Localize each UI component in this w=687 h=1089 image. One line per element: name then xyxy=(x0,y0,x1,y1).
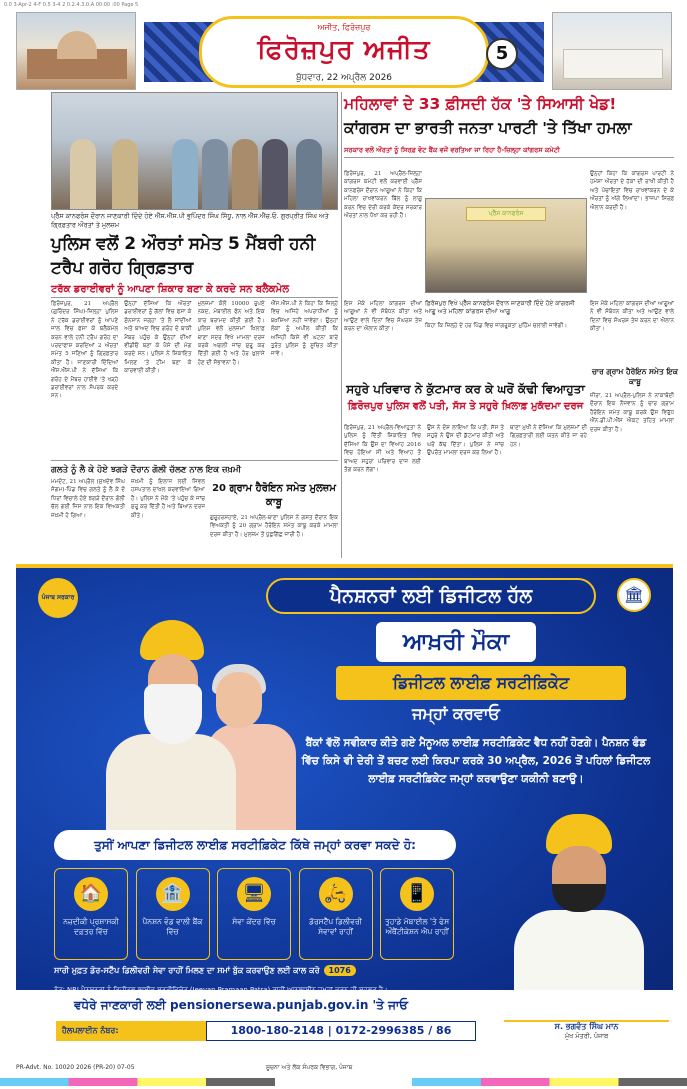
story4-photo-banner: ਪ੍ਰੈੱਸ ਕਾਨਫਰੰਸ xyxy=(466,207,546,221)
mobile-icon: 📱 xyxy=(400,877,434,911)
story4-body-lower xyxy=(344,300,422,378)
story5-headline: ਚਾਰ ਗ੍ਰਾਮ ਹੈਰੋਇਨ ਸਮੇਤ ਇਕ ਕਾਬੂ xyxy=(591,367,679,386)
masthead-title-block xyxy=(199,16,489,88)
scooter-icon: 🛵 xyxy=(319,877,353,911)
ad-helpline-numbers: 1800-180-2148 | 0172-2996385 / 86 xyxy=(206,1021,476,1041)
story4-body-extra xyxy=(425,322,587,376)
ad-stripe-top xyxy=(16,564,673,568)
masthead-photo-right xyxy=(552,12,672,90)
ad-paragraph: ਬੈਂਕਾਂ ਵੱਲੋਂ ਸਵੀਕਾਰ ਕੀਤੇ ਗਏ ਮੈਨੂਅਲ ਲਾਈਫ਼ ਸਰਟੀਫ਼ਿਕੇਟ ਵੈਧ ਨਹੀਂ ਹੋਣਗੇ। ਪੈਨਸ਼ਨ ਫੰਡ ਵਿੱਚ ਕਿਸੇ ਵੀ ਦੇਰੀ ਤੋਂ ਬਚਣ ਲਈ ਕਿਰਪਾ ਕਰਕੇ 30 ਅਪ੍ਰੈਲ, 2026 ਤੋਂ ਪਹਿਲਾਂ ਡਿਜੀਟਲ ਲਾਈਫ਼ ਸਰਟੀਫ਼ਿਕੇਟ ਜਮ੍ਹਾਂ ਕਰਵਾਉਣਾ ਯਕੀਨੀ ਬਣਾਉ। xyxy=(301,737,651,785)
story4-caption: ਫ਼ਿਰੋਜ਼ਪੁਰ ਵਿਖੇ ਪ੍ਰੈੱਸ ਕਾਨਫਰੰਸ ਦੌਰਾਨ ਜਾਣਕਾਰੀ ਦਿੰਦੇ ਹੋਏ ਕਾਂਗਰਸੀ ਆਗੂ ਅਤੇ ਮਹਿਲਾ ਕਾਂਗਰਸ ਦੀਆਂ ਆਗੂ xyxy=(425,300,575,315)
cm-title: ਮੁੱਖ ਮੰਤਰੀ, ਪੰਜਾਬ xyxy=(564,1032,609,1040)
column-rule xyxy=(341,92,342,558)
story4-body-right-lower xyxy=(590,300,674,364)
story3-column: ਗੁਰੂਹਰਸਹਾਏ, 21 ਅਪ੍ਰੈਲ-ਥਾਣਾ ਪੁਲਿਸ ਨੇ ਗਸ਼ਤ ਦੌਰਾਨ ਇਕ ਵਿਅਕਤੀ ਨੂੰ 20 ਗ੍ਰਾਮ ਹੈਰੋਇਨ ਸਮੇਤ ਕਾਬੂ ਕਰਕੇ ਮਾਮਲਾ ਦਰਜ ਕੀਤਾ ਹੈ। ਮੁਲਜ਼ਮ ਤੋਂ ਪੁੱਛਗਿੱਛ ਜਾਰੀ ਹੈ। xyxy=(210,515,338,538)
office-icon: 🏠 xyxy=(74,877,108,911)
story4-body-right xyxy=(590,170,674,298)
punjab-seal-icon: 🏛 xyxy=(617,578,651,612)
footer-bar xyxy=(16,1064,673,1076)
story4-column: ਫ਼ਿਰੋਜ਼ਪੁਰ, 21 ਅਪ੍ਰੈਲ-ਜ਼ਿਲ੍ਹਾ ਕਾਂਗਰਸ ਕਮੇਟੀ ਵਲੋਂ ਕਰਵਾਈ ਪ੍ਰੈੱਸ ਕਾਨਫਰੰਸ ਦੌਰਾਨ ਆਗੂਆਂ ਨੇ ਕਿਹਾ ਕਿ ਮਹਿਲਾ ਰਾਖਵਾਂਕਰਨ ਬਿੱਲ ਨੂੰ ਲਾਗੂ ਕਰਨ ਵਿਚ ਦੇਰੀ ਕਰਕੇ ਕੇਂਦਰ ਸਰਕਾਰ ਔਰਤਾਂ ਨਾਲ ਧੋਖਾ ਕਰ ਰਹੀ ਹੈ। xyxy=(344,171,422,220)
ad-option-bank xyxy=(136,868,210,960)
story1-body xyxy=(51,300,338,456)
ad-option-label: ਪੈਨਸ਼ਨ ਵੰਡ ਵਾਲੀ ਬੈਂਕ ਵਿੱਚ xyxy=(142,917,203,936)
footer-department: ਸੂਚਨਾ ਅਤੇ ਲੋਕ ਸੰਪਰਕ ਵਿਭਾਗ, ਪੰਜਾਬ xyxy=(266,1064,353,1071)
ad-option-label: ਡੋਰਸਟੈੱਪ ਡਿਲੀਵਰੀ ਸੇਵਾਵਾਂ ਰਾਹੀਂ xyxy=(309,917,362,936)
ad-option-office xyxy=(54,868,128,960)
pensioner-couple-image xyxy=(96,614,296,834)
ad-badge: ਪੰਜਾਬ ਸਰਕਾਰ xyxy=(38,578,78,618)
story4-body-left xyxy=(344,170,422,298)
story1-column: ਫ਼ਿਰੋਜ਼ਪੁਰ, 21 ਅਪ੍ਰੈਲ (ਗੁਰਿੰਦਰ ਸਿੰਘ)-ਜ਼ਿਲ੍ਹਾ ਪੁਲਿਸ ਨੇ ਟਰੱਕ ਡਰਾਈਵਰਾਂ ਨੂੰ ਆਪਣੇ ਜਾਲ ਵਿਚ ਫਸਾ ਕੇ ਬਲੈਕਮੇਲ ਕਰਨ ਵਾਲੇ ਹਨੀ ਟਰੈਪ ਗਰੋਹ ਦਾ ਪਰਦਾਫਾਸ਼ ਕਰਦਿਆਂ 2 ਔਰਤਾਂ ਸਮੇਤ 5 ਜਣਿਆਂ ਨੂੰ ਗ੍ਰਿਫ਼ਤਾਰ ਕੀਤਾ ਹੈ। ਜਾਣਕਾਰੀ ਦਿੰਦਿਆਂ ਐੱਸ.ਐੱਸ.ਪੀ ਨੇ ਦੱਸਿਆ ਕਿ ਗਰੋਹ ਦੇ ਮੈਂਬਰ ਹਾਈਵੇ 'ਤੇ ਖੜ੍ਹੇ ਡਰਾਈਵਰਾਂ ਨਾਲ ਸੰਪਰਕ ਕਰਦੇ ਸਨ। xyxy=(51,301,119,400)
ad-options xyxy=(54,868,454,960)
story4-headline-line2: ਕਾਂਗਰਸ ਦਾ ਭਾਰਤੀ ਜਨਤਾ ਪਾਰਟੀ 'ਤੇ ਤਿੱਖਾ ਹਮਲਾ xyxy=(344,119,632,137)
masthead-photo-left xyxy=(16,12,136,90)
story2-body xyxy=(51,478,205,556)
footer-advt-number: PR-Advt. No. 10020 2026 (PR-20) 07-05 xyxy=(16,1064,135,1071)
story6-headline-line1: ਸਹੁਰੇ ਪਰਿਵਾਰ ਨੇ ਕੁੱਟਮਾਰ ਕਰ ਕੇ ਘਰੋਂ ਕੱਢੀ ਵਿਆਹੁਤਾ xyxy=(346,382,585,396)
story4-column: ਕਿਹਾ ਕਿ ਜ਼ਿਲ੍ਹੇ ਦੇ ਹਰ ਪਿੰਡ ਵਿਚ ਜਾਗਰੂਕਤਾ ਮੁਹਿੰਮ ਚਲਾਈ ਜਾਵੇਗੀ। xyxy=(425,323,568,329)
pension-advertisement xyxy=(16,564,673,1030)
story2-headline: ਗਲਤੇ ਨੂੰ ਲੈ ਕੇ ਹੋਏ ਝਗੜੇ ਦੌਰਾਨ ਗੋਲੀ ਚੱਲਣ ਨਾਲ ਇਕ ਜ਼ਖ਼ਮੀ xyxy=(51,460,338,475)
story4-headline xyxy=(344,92,674,140)
story6-column: ਫ਼ਿਰੋਜ਼ਪੁਰ, 21 ਅਪ੍ਰੈਲ-ਵਿਆਹੁਤਾ ਨੇ ਪੁਲਿਸ ਨੂੰ ਦਿੱਤੀ ਸ਼ਿਕਾਇਤ ਵਿਚ ਦੱਸਿਆ ਕਿ ਉਸ ਦਾ ਵਿਆਹ 2016 ਵਿਚ ਹੋਇਆ ਸੀ ਅਤੇ ਵਿਆਹ ਤੋਂ ਬਾਅਦ ਸਹੁਰਾ ਪਰਿਵਾਰ ਦਾਜ ਲਈ ਤੰਗ ਕਰਨ ਲੱਗਾ। xyxy=(344,425,421,474)
ad-option-doorstep xyxy=(299,868,373,960)
ad-website: ਵਧੇਰੇ ਜਾਣਕਾਰੀ ਲਈ pensionersewa.punjab.gov.in 'ਤੇ ਜਾਓ xyxy=(74,998,408,1012)
ad-doorstep-line xyxy=(54,965,454,976)
ad-footer xyxy=(16,990,673,1060)
story4-photo xyxy=(425,198,587,293)
ad-doorstep-text: ਸਾਰੀ ਮੁਫ਼ਤ ਡੋਰ-ਸਟੈੱਪ ਡਿਲੀਵਰੀ ਸੇਵਾ ਰਾਹੀਂ ਮਿਲਣ ਦਾ ਸਮਾਂ ਬੁੱਕ ਕਰਵਾਉਣ ਲਈ ਕਾਲ ਕਰੋ xyxy=(54,966,320,975)
story1-column: ਮੁਲਜ਼ਮਾਂ ਕੋਲੋਂ 10000 ਰੁਪਏ ਨਕਦ, ਮੋਬਾਈਲ ਫੋਨ ਅਤੇ ਇਕ ਕਾਰ ਬਰਾਮਦ ਕੀਤੀ ਗਈ ਹੈ। ਪੁਲਿਸ ਵਲੋਂ ਮੁਲਜ਼ਮਾਂ ਖ਼ਿਲਾਫ਼ ਥਾਣਾ ਸਦਰ ਵਿਖੇ ਮਾਮਲਾ ਦਰਜ ਕਰਕੇ ਅਗਲੀ ਜਾਂਚ ਸ਼ੁਰੂ ਕਰ ਦਿੱਤੀ ਗਈ ਹੈ ਅਤੇ ਹੋਰ ਖ਼ੁਲਾਸੇ ਹੋਣ ਦੀ ਸੰਭਾਵਨਾ ਹੈ। xyxy=(197,301,265,366)
story5-column: ਜ਼ੀਰਾ, 21 ਅਪ੍ਰੈਲ-ਪੁਲਿਸ ਨੇ ਨਾਕਾਬੰਦੀ ਦੌਰਾਨ ਇਕ ਨੌਜਵਾਨ ਨੂੰ ਚਾਰ ਗ੍ਰਾਮ ਹੈਰੋਇਨ ਸਮੇਤ ਕਾਬੂ ਕਰਕੇ ਉਸ ਵਿਰੁੱਧ ਐੱਨ.ਡੀ.ਪੀ.ਐੱਸ ਐਕਟ ਤਹਿਤ ਮਾਮਲਾ ਦਰਜ ਕੀਤਾ ਹੈ। xyxy=(590,393,674,433)
computer-icon: 🖥 xyxy=(237,877,271,911)
chief-minister-image xyxy=(494,814,664,1010)
ad-option-label: ਸੇਵਾ ਕੇਂਦਰ ਵਿੱਚ xyxy=(232,917,276,926)
story1-column: ਐੱਸ.ਐੱਸ.ਪੀ ਨੇ ਕਿਹਾ ਕਿ ਜ਼ਿਲ੍ਹੇ ਵਿਚ ਅਜਿਹੇ ਅਪਰਾਧੀਆਂ ਨੂੰ ਬਖ਼ਸ਼ਿਆ ਨਹੀਂ ਜਾਵੇਗਾ। ਉਨ੍ਹਾਂ ਲੋਕਾਂ ਨੂੰ ਅਪੀਲ ਕੀਤੀ ਕਿ ਅਜਿਹੀ ਕਿਸੇ ਵੀ ਘਟਨਾ ਬਾਰੇ ਤੁਰੰਤ ਪੁਲਿਸ ਨੂੰ ਸੂਚਿਤ ਕੀਤਾ ਜਾਵੇ। xyxy=(270,301,338,358)
story5-body xyxy=(590,392,674,558)
ad-certificate-title: ਡਿਜੀਟਲ ਲਾਈਫ਼ ਸਰਟੀਫ਼ਿਕੇਟ xyxy=(336,666,626,700)
story6-column: ਉਸ ਨੇ ਦੋਸ਼ ਲਾਇਆ ਕਿ ਪਤੀ, ਸੱਸ ਤੇ ਸਹੁਰੇ ਨੇ ਉਸ ਦੀ ਕੁੱਟਮਾਰ ਕੀਤੀ ਅਤੇ ਘਰੋਂ ਕੱਢ ਦਿੱਤਾ। ਪੁਲਿਸ ਨੇ ਜਾਂਚ ਉਪਰੰਤ ਮਾਮਲਾ ਦਰਜ ਕਰ ਲਿਆ ਹੈ। xyxy=(427,425,504,457)
cm-name-plate xyxy=(504,1020,669,1050)
story6-headline-line2: ਫ਼ਿਰੋਜ਼ਪੁਰ ਪੁਲਿਸ ਵਲੋਂ ਪਤੀ, ਸੱਸ ਤੇ ਸਹੁਰੇ ਖ਼ਿਲਾਫ਼ ਮੁਕੱਦਮਾ ਦਰਜ xyxy=(347,401,584,412)
story3-headline: 20 ਗ੍ਰਾਮ ਹੈਰੋਇਨ ਸਮੇਤ ਮੁਲਜ਼ਮ ਕਾਬੂ xyxy=(212,483,336,508)
story2-column: ਜ਼ਖ਼ਮੀ ਨੂੰ ਇਲਾਜ ਲਈ ਸਿਵਲ ਹਸਪਤਾਲ ਦਾਖ਼ਲ ਕਰਵਾਇਆ ਗਿਆ ਹੈ। ਪੁਲਿਸ ਨੇ ਮੌਕੇ 'ਤੇ ਪਹੁੰਚ ਕੇ ਜਾਂਚ ਸ਼ੁਰੂ ਕਰ ਦਿੱਤੀ ਹੈ ਅਤੇ ਬਿਆਨ ਦਰਜ ਕੀਤੇ। xyxy=(131,479,205,519)
story4-column: ਇਸ ਮੌਕੇ ਮਹਿਲਾ ਕਾਂਗਰਸ ਦੀਆਂ ਆਗੂਆਂ ਨੇ ਵੀ ਸੰਬੋਧਨ ਕੀਤਾ ਅਤੇ ਆਉਣ ਵਾਲੇ ਦਿਨਾਂ ਵਿਚ ਸੰਘਰਸ਼ ਤੇਜ਼ ਕਰਨ ਦਾ ਐਲਾਨ ਕੀਤਾ। xyxy=(590,301,674,333)
story4-headline-line1: ਮਹਿਲਾਵਾਂ ਦੇ 33 ਫ਼ੀਸਦੀ ਹੱਕ 'ਤੇ ਸਿਆਸੀ ਖੇਡ! xyxy=(344,95,617,113)
story1-caption: ਪ੍ਰੈੱਸ ਕਾਨਫਰੰਸ ਦੌਰਾਨ ਜਾਣਕਾਰੀ ਦਿੰਦੇ ਹੋਏ ਐੱਸ.ਐੱਸ.ਪੀ ਭੁਪਿੰਦਰ ਸਿੰਘ ਸਿੱਧੂ, ਨਾਲ ਐੱਸ.ਐੱਚ.ਓ. ਗੁਰਪ੍ਰੀਤ ਸਿੰਘ ਅਤੇ ਗ੍ਰਿਫ਼ਤਾਰ ਔਰਤਾਂ ਤੇ ਮੁਲਜ਼ਮ xyxy=(51,212,329,229)
print-slug: 0.0 3-Apr-2 4-F 0.5 3-4 2 0.2.4.3.0.A 00:00 :00 Page 5 xyxy=(4,2,139,8)
story1-column: ਉਨ੍ਹਾਂ ਦੱਸਿਆ ਕਿ ਔਰਤਾਂ ਡਰਾਈਵਰਾਂ ਨੂੰ ਗੱਲਾਂ ਵਿਚ ਫਸਾ ਕੇ ਸੁੰਨਸਾਨ ਜਗ੍ਹਾ 'ਤੇ ਲੈ ਜਾਂਦੀਆਂ ਅਤੇ ਬਾਅਦ ਵਿਚ ਗਰੋਹ ਦੇ ਬਾਕੀ ਮੈਂਬਰ ਪਹੁੰਚ ਕੇ ਉਨ੍ਹਾਂ ਦੀਆਂ ਵੀਡੀਓ ਬਣਾ ਕੇ ਪੈਸੇ ਦੀ ਮੰਗ ਕਰਦੇ ਸਨ। ਪੁਲਿਸ ਨੇ ਸ਼ਿਕਾਇਤ ਮਿਲਣ 'ਤੇ ਟੀਮ ਬਣਾ ਕੇ ਕਾਰਵਾਈ ਕੀਤੀ। xyxy=(124,301,192,375)
story3-body xyxy=(210,514,338,558)
story1-photo xyxy=(51,92,338,210)
story4-column: ਇਸ ਮੌਕੇ ਮਹਿਲਾ ਕਾਂਗਰਸ ਦੀਆਂ ਆਗੂਆਂ ਨੇ ਵੀ ਸੰਬੋਧਨ ਕੀਤਾ ਅਤੇ ਆਉਣ ਵਾਲੇ ਦਿਨਾਂ ਵਿਚ ਸੰਘਰਸ਼ ਤੇਜ਼ ਕਰਨ ਦਾ ਐਲਾਨ ਕੀਤਾ। xyxy=(344,301,422,333)
ad-option-seva-kendra xyxy=(217,868,291,960)
story6-headline xyxy=(344,381,587,415)
page-title: ਫਿਰੋਜ਼ਪੁਰ ਅਜੀਤ xyxy=(257,35,431,65)
ad-option-mobile xyxy=(380,868,454,960)
story1-subhead: ਟਰੱਕ ਡਰਾਈਵਰਾਂ ਨੂੰ ਆਪਣਾ ਸ਼ਿਕਾਰ ਬਣਾ ਕੇ ਕਰਦੇ ਸਨ ਬਲੈਕਮੇਲ xyxy=(51,284,338,298)
cm-name: ਸ. ਭਗਵੰਤ ਸਿੰਘ ਮਾਨ xyxy=(554,1022,619,1031)
masthead xyxy=(16,12,672,92)
ad-banner: ਪੈਨਸ਼ਨਰਾਂ ਲਈ ਡਿਜੀਟਲ ਹੱਲ xyxy=(266,578,596,614)
ad-submit-text: ਜਮ੍ਹਾਂ ਕਰਵਾਓ xyxy=(412,704,500,723)
bank-icon: 🏦 xyxy=(156,877,190,911)
page-number: 5 xyxy=(486,38,518,70)
issue-date: ਬੁੱਧਵਾਰ, 22 ਅਪ੍ਰੈਲ 2026 xyxy=(295,73,393,83)
ad-helpline xyxy=(56,1021,476,1041)
ad-doorstep-number: 1076 xyxy=(324,965,356,976)
story4-subhead: ਸਰਕਾਰ ਵਲੋਂ ਔਰਤਾਂ ਨੂੰ ਸਿਰਫ਼ ਵੋਟ ਬੈਂਕ ਵਜੋਂ ਵਰਤਿਆ ਜਾ ਰਿਹਾ ਹੈ-ਜ਼ਿਲ੍ਹਾ ਕਾਂਗਰਸ ਕਮੇਟੀ xyxy=(344,146,674,158)
paper-tag: ਅਜੀਤ, ਫਿਰੋਜ਼ਪੁਰ xyxy=(317,23,371,32)
ad-option-label: ਨਜ਼ਦੀਕੀ ਪ੍ਰਸ਼ਾਸਕੀ ਦਫ਼ਤਰ ਵਿੱਚ xyxy=(63,917,119,936)
registration-marks xyxy=(0,1078,687,1086)
story4-column: ਉਨ੍ਹਾਂ ਕਿਹਾ ਕਿ ਕਾਂਗਰਸ ਪਾਰਟੀ ਨੇ ਹਮੇਸ਼ਾ ਔਰਤਾਂ ਦੇ ਹੱਕਾਂ ਦੀ ਰਾਖੀ ਕੀਤੀ ਹੈ ਅਤੇ ਪੰਚਾਇਤਾਂ ਵਿਚ ਰਾਖਵਾਂਕਰਨ ਦੇ ਕੇ ਔਰਤਾਂ ਨੂੰ ਅੱਗੇ ਲਿਆਂਦਾ। ਭਾਜਪਾ ਸਿਰਫ਼ ਐਲਾਨ ਕਰਦੀ ਹੈ। xyxy=(590,171,674,211)
story1-headline: ਪੁਲਿਸ ਵਲੋਂ 2 ਔਰਤਾਂ ਸਮੇਤ 5 ਮੈਂਬਰੀ ਹਨੀ ਟਰੈਪ ਗਰੋਹ ਗ੍ਰਿਫ਼ਤਾਰ xyxy=(51,234,316,278)
story2-column: ਮਮਦੋਟ, 21 ਅਪ੍ਰੈਲ (ਸੁਖਦੇਵ ਸਿੰਘ ਸੰਗਮ)-ਪਿੰਡ ਵਿਚ ਗਲਤੇ ਨੂੰ ਲੈ ਕੇ ਦੋ ਧਿਰਾਂ ਵਿਚਾਲੇ ਹੋਏ ਝਗੜੇ ਦੌਰਾਨ ਗੋਲੀ ਚੱਲ ਗਈ ਜਿਸ ਨਾਲ ਇਕ ਵਿਅਕਤੀ ਜ਼ਖ਼ਮੀ ਹੋ ਗਿਆ। xyxy=(51,479,125,519)
ad-option-label: ਤੁਹਾਡੇ ਮੋਬਾਈਲ 'ਤੇ ਫੇਸ ਔਥੈਂਟੀਕੇਸ਼ਨ ਐਪ ਰਾਹੀਂ xyxy=(384,917,450,936)
story6-column: ਥਾਣਾ ਮੁਖੀ ਨੇ ਦੱਸਿਆ ਕਿ ਮੁਲਜ਼ਮਾਂ ਦੀ ਗ੍ਰਿਫ਼ਤਾਰੀ ਲਈ ਯਤਨ ਕੀਤੇ ਜਾ ਰਹੇ ਹਨ। xyxy=(510,425,587,448)
ad-question: ਤੁਸੀਂ ਆਪਣਾ ਡਿਜੀਟਲ ਲਾਈਫ਼ ਸਰਟੀਫ਼ਿਕੇਟ ਕਿੱਥੇ ਜਮ੍ਹਾਂ ਕਰਵਾ ਸਕਦੇ ਹੋ: xyxy=(54,830,456,860)
ad-helpline-label: ਹੈਲਪਲਾਈਨ ਨੰਬਰ: xyxy=(62,1026,119,1035)
story6-body xyxy=(344,424,587,558)
ad-last-chance: ਆਖ਼ਰੀ ਮੌਕਾ xyxy=(376,622,536,662)
